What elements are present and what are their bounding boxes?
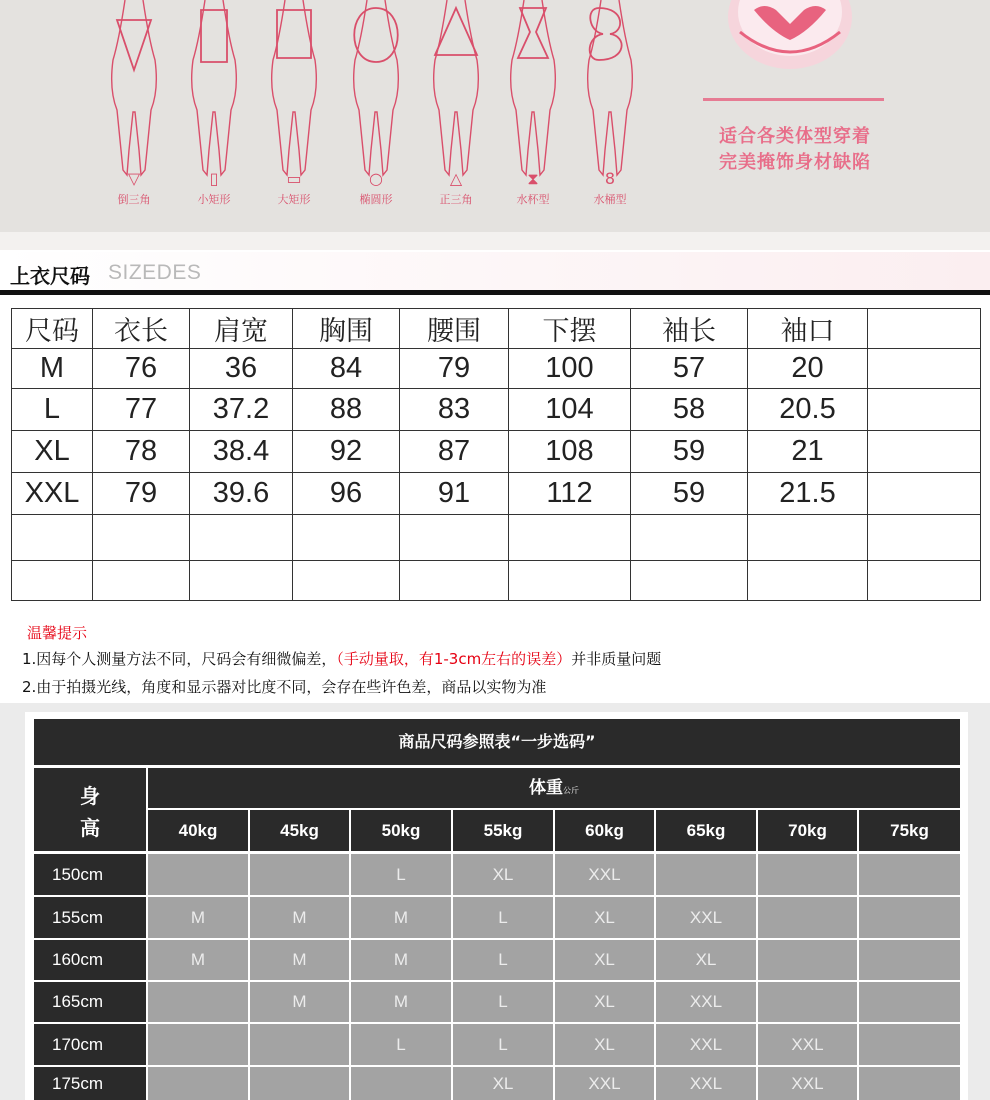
weight-column-header: 45kg <box>250 810 349 851</box>
size-recommendation-cell <box>859 854 960 895</box>
tip-1-prefix: 1.因每个人测量方法不同，尺码会有细微偏差， <box>22 650 337 668</box>
size-table-cell: 79 <box>400 349 509 389</box>
size-recommendation-cell: L <box>453 1024 553 1065</box>
size-table-cell: 37.2 <box>190 389 293 431</box>
size-table-cell: XL <box>12 431 93 473</box>
size-table-cell: 20.5 <box>748 389 868 431</box>
size-table-cell <box>631 515 748 561</box>
size-table-row <box>12 431 981 473</box>
size-table-cell: 91 <box>400 473 509 515</box>
tip-line-1 <box>22 648 661 669</box>
size-recommendation-cell <box>656 854 756 895</box>
size-table-header-cell: 衣长 <box>93 309 190 349</box>
size-table-cell <box>748 561 868 601</box>
size-table-cell: 36 <box>190 349 293 389</box>
size-recommendation-cell: XXL <box>656 1067 756 1100</box>
size-recommendation-cell: M <box>250 982 349 1022</box>
size-table-header-cell: 袖长 <box>631 309 748 349</box>
shape-label: 水桶型 <box>593 193 627 206</box>
size-table-cell <box>509 561 631 601</box>
size-table-header-cell: 尺码 <box>12 309 93 349</box>
size-table-cell: 100 <box>509 349 631 389</box>
body-figure <box>494 0 572 232</box>
size-table-cell <box>93 515 190 561</box>
size-table-header-cell: 胸围 <box>293 309 400 349</box>
size-recommendation-cell <box>148 982 248 1022</box>
size-table-row <box>12 389 981 431</box>
size-table-cell <box>868 561 981 601</box>
size-recommendation-cell <box>148 854 248 895</box>
slogan-line-1: 适合各类体型穿着 <box>719 126 871 147</box>
section-rule <box>0 290 990 295</box>
size-table-row <box>12 561 981 601</box>
size-table-cell: 21.5 <box>748 473 868 515</box>
size-table-cell <box>12 515 93 561</box>
size-recommendation-cell: M <box>148 940 248 980</box>
size-recommendation-cell <box>148 1024 248 1065</box>
weight-column-header: 75kg <box>859 810 960 851</box>
size-recommendation-cell: XL <box>656 940 756 980</box>
shape-label: 椭圆形 <box>359 193 393 206</box>
size-table-cell <box>93 561 190 601</box>
size-table-cell: 78 <box>93 431 190 473</box>
size-table-cell: 88 <box>293 389 400 431</box>
slogan-divider <box>703 98 884 101</box>
size-recommendation-cell <box>859 1024 960 1065</box>
size-recommendation-cell <box>250 854 349 895</box>
size-table-cell: 58 <box>631 389 748 431</box>
height-row-header: 165cm <box>34 982 146 1022</box>
size-recommendation-cell: XXL <box>656 897 756 938</box>
size-recommendation-cell <box>859 897 960 938</box>
size-recommendation-cell <box>148 1067 248 1100</box>
shape-symbol: ⧗ <box>527 169 539 188</box>
weight-column-header: 50kg <box>351 810 451 851</box>
size-recommendation-cell <box>351 1067 451 1100</box>
height-label-char-1: 身 <box>80 784 100 808</box>
size-table-cell <box>400 561 509 601</box>
size-table-cell: 83 <box>400 389 509 431</box>
size-table-cell: 84 <box>293 349 400 389</box>
size-recommendation-cell: M <box>250 897 349 938</box>
size-table-cell: 77 <box>93 389 190 431</box>
size-recommendation-cell <box>859 982 960 1022</box>
size-table-header-cell: 袖口 <box>748 309 868 349</box>
size-recommendation-cell: XL <box>555 1024 654 1065</box>
size-recommendation-cell <box>758 982 857 1022</box>
shape-label: 水杯型 <box>516 193 550 206</box>
shape-label: 正三角 <box>439 193 473 206</box>
shape-symbol: ▽ <box>127 169 141 188</box>
weight-unit: 公斤 <box>563 786 579 795</box>
body-figure <box>337 0 415 232</box>
size-table-cell: XXL <box>12 473 93 515</box>
height-row-header: 150cm <box>34 854 146 895</box>
size-recommendation-cell <box>859 1067 960 1100</box>
size-table-row <box>12 473 981 515</box>
size-table-cell: 87 <box>400 431 509 473</box>
size-table-cell <box>190 515 293 561</box>
size-recommendation-cell <box>250 1067 349 1100</box>
weight-column-header: 60kg <box>555 810 654 851</box>
size-table-cell: 59 <box>631 431 748 473</box>
shape-label: 大矩形 <box>277 193 311 206</box>
size-recommendation-cell <box>758 897 857 938</box>
size-recommendation-cell: L <box>351 854 451 895</box>
size-table-cell: M <box>12 349 93 389</box>
size-recommendation-cell: XL <box>453 1067 553 1100</box>
tip-1-highlight: （手动量取，有1-3cm左右的误差） <box>336 650 572 668</box>
shape-symbol: 8 <box>604 169 616 188</box>
size-recommendation-cell <box>250 1024 349 1065</box>
size-table-row <box>12 349 981 389</box>
size-table-header-cell: 肩宽 <box>190 309 293 349</box>
body-shape-figures <box>95 0 655 232</box>
size-table-header-cell: 腰围 <box>400 309 509 349</box>
size-table-cell: 21 <box>748 431 868 473</box>
size-table-cell: 59 <box>631 473 748 515</box>
size-table-cell: 79 <box>93 473 190 515</box>
size-recommendation-cell: XL <box>555 897 654 938</box>
size-table-cell <box>748 515 868 561</box>
size-table-cell <box>400 515 509 561</box>
size-table-cell <box>868 389 981 431</box>
size-recommendation-cell: XXL <box>758 1024 857 1065</box>
size-table <box>11 308 981 601</box>
size-table-header-row <box>12 309 981 349</box>
height-row-header: 155cm <box>34 897 146 938</box>
size-table-cell: 108 <box>509 431 631 473</box>
size-recommendation-cell: M <box>351 982 451 1022</box>
slogan-line-2: 完美掩饰身材缺陷 <box>719 152 871 173</box>
shape-symbol: ▭ <box>286 169 302 188</box>
size-table-cell <box>868 515 981 561</box>
size-recommendation-cell: XL <box>555 940 654 980</box>
size-table-cell <box>868 473 981 515</box>
size-table-cell: 92 <box>293 431 400 473</box>
size-table-cell: 112 <box>509 473 631 515</box>
size-recommendation-cell: L <box>351 1024 451 1065</box>
size-recommendation-cell <box>758 940 857 980</box>
size-table-cell <box>868 431 981 473</box>
size-table-cell: 96 <box>293 473 400 515</box>
size-table-cell: L <box>12 389 93 431</box>
height-header <box>34 768 146 851</box>
shape-label: 小矩形 <box>197 193 231 206</box>
section-subtitle: SIZEDES <box>108 261 202 284</box>
size-recommendation-cell <box>859 940 960 980</box>
weight-column-header: 55kg <box>453 810 553 851</box>
size-recommendation-cell: XL <box>453 854 553 895</box>
size-table-cell: 76 <box>93 349 190 389</box>
weight-header <box>148 768 960 808</box>
shape-symbol: ▯ <box>209 169 219 188</box>
weight-column-header: 65kg <box>656 810 756 851</box>
size-recommendation-cell: XXL <box>555 854 654 895</box>
body-shape-banner <box>0 0 990 232</box>
size-recommendation-cell: M <box>351 897 451 938</box>
height-row-header: 160cm <box>34 940 146 980</box>
body-figure <box>571 0 649 232</box>
size-recommendation-cell: XXL <box>758 1067 857 1100</box>
size-table-cell <box>12 561 93 601</box>
tip-1-suffix: 并非质量问题 <box>571 650 662 668</box>
weight-label: 体重 <box>529 778 563 798</box>
size-recommendation-cell: L <box>453 897 553 938</box>
size-recommendation-cell: L <box>453 940 553 980</box>
body-figure <box>175 0 253 232</box>
banner-bottom-strip <box>0 232 990 250</box>
size-recommendation-cell: XXL <box>555 1067 654 1100</box>
tip-line-2: 2.由于拍摄光线，角度和显示器对比度不同，会存在些许色差，商品以实物为准 <box>22 678 547 696</box>
size-recommendation-cell: XXL <box>656 1024 756 1065</box>
size-section-header <box>0 252 990 292</box>
size-table-header-cell: 下摆 <box>509 309 631 349</box>
body-figure <box>417 0 495 232</box>
size-table-row <box>12 515 981 561</box>
size-table-cell: 38.4 <box>190 431 293 473</box>
size-table-cell <box>190 561 293 601</box>
size-table-cell: 104 <box>509 389 631 431</box>
size-table-cell <box>631 561 748 601</box>
weight-column-header: 40kg <box>148 810 248 851</box>
size-table-cell: 20 <box>748 349 868 389</box>
size-table-header-cell <box>868 309 981 349</box>
size-recommendation-cell: L <box>453 982 553 1022</box>
height-row-header: 170cm <box>34 1024 146 1065</box>
body-figure <box>255 0 333 232</box>
size-recommendation-cell <box>758 854 857 895</box>
height-row-header: 175cm <box>34 1067 146 1100</box>
size-recommendation-cell: XL <box>555 982 654 1022</box>
size-table-cell <box>509 515 631 561</box>
shape-symbol: ○ <box>369 169 383 188</box>
size-table-cell <box>293 515 400 561</box>
size-recommendation-cell: M <box>250 940 349 980</box>
shape-symbol: △ <box>449 169 463 188</box>
size-recommendation-cell: XXL <box>656 982 756 1022</box>
height-label-char-2: 高 <box>80 816 100 840</box>
heart-check-logo-icon <box>720 0 860 72</box>
size-recommendation-cell: M <box>148 897 248 938</box>
size-recommendation-cell: M <box>351 940 451 980</box>
weight-column-header: 70kg <box>758 810 857 851</box>
shape-label: 倒三角 <box>117 193 151 206</box>
size-table-cell: 39.6 <box>190 473 293 515</box>
size-table-cell: 57 <box>631 349 748 389</box>
section-title: 上衣尺码 <box>10 264 90 288</box>
reference-title: 商品尺码参照表“一步选码” <box>34 719 960 765</box>
size-table-cell <box>293 561 400 601</box>
tips-title: 温馨提示 <box>27 624 88 642</box>
size-table-cell <box>868 349 981 389</box>
body-figure <box>95 0 173 232</box>
